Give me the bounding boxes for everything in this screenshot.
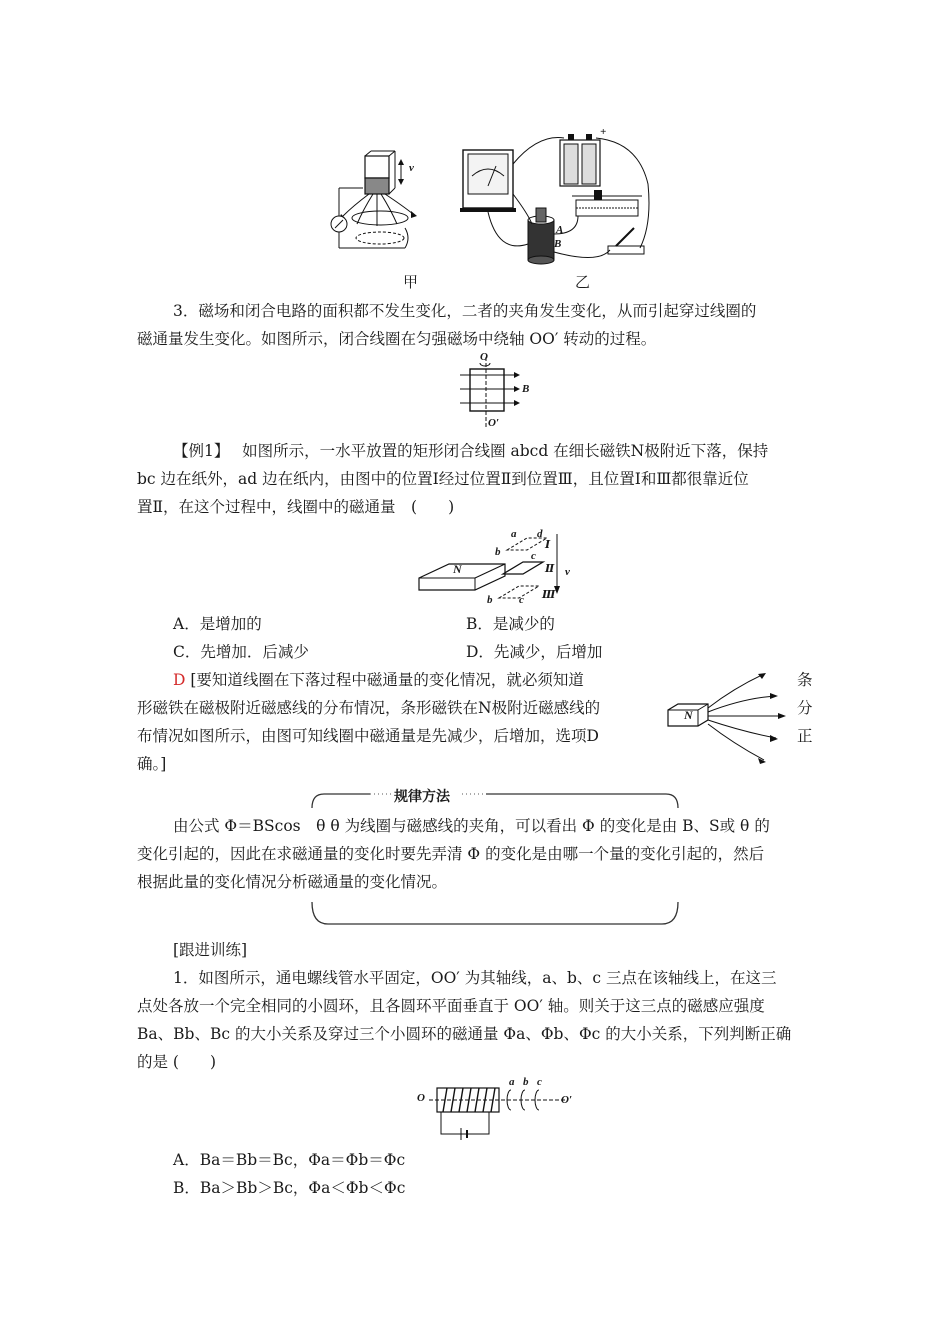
label-v: v: [409, 162, 414, 174]
q1-line4: 的是 ( ): [137, 1053, 217, 1071]
example1-option-C[interactable]: C．先增加．后减少: [173, 643, 309, 661]
label-B-field: B: [522, 383, 530, 395]
explain-end3: 正: [797, 727, 813, 745]
example1-line2: bc 边在纸外，ad 边在纸内，由图中的位置Ⅰ经过位置Ⅱ到位置Ⅲ，且位置Ⅰ和Ⅲ都很靠近位: [137, 470, 749, 488]
method-title: 规律方法: [394, 789, 450, 805]
position-III: Ⅲ: [542, 589, 556, 601]
coil-a-top: a: [511, 528, 517, 540]
q1-line1: 1．如图所示，通电螺线管水平固定，OO′ 为其轴线，a、b、c 三点在该轴线上，在这三: [173, 969, 777, 987]
figure-magnet-coil: [415, 528, 585, 610]
explain-line4: 确。]: [137, 755, 167, 773]
figure-yi: [458, 124, 658, 269]
q1-line3: Ba、Bb、Bc 的大小关系及穿过三个小圆环的磁通量 Φa、Φb、Φc 的大小关系，下列判断正确: [137, 1025, 792, 1043]
coil-d-top: d: [537, 528, 543, 540]
label-A: A: [556, 224, 564, 236]
method-line2: 变化引起的，因此在求磁通量的变化时要先弄清 Φ 的变化是由哪一个量的变化引起的，然后: [137, 845, 765, 863]
method-line3: 根据此量的变化情况分析磁通量的变化情况。: [137, 873, 448, 891]
label-O-prime: O′: [488, 417, 500, 429]
sol-O-label: O: [417, 1092, 425, 1104]
coil-b-bottom: b: [487, 594, 493, 606]
follow-heading: [跟进训练]: [173, 941, 248, 959]
example1-tag: 【例1】: [173, 442, 222, 460]
item3-line1: 3．磁场和闭合电路的面积都不发生变化，二者的夹角发生变化，从而引起穿过线圈的: [173, 302, 757, 320]
coil-c-bottom: c: [519, 594, 524, 606]
magnet-N-label: N: [453, 562, 462, 576]
example1-line1: [173, 441, 768, 461]
position-I: Ⅰ: [545, 539, 551, 551]
explain-line2: 形磁铁在磁极附近磁感线的分布情况，条形磁铁在N极附近磁感线的: [137, 699, 601, 717]
example1-option-A[interactable]: A．是增加的: [173, 615, 262, 633]
q1-option-B[interactable]: B．Ba＞Bb＞Bc，Φa＜Φb＜Φc: [173, 1179, 406, 1197]
figure-solenoid: [415, 1078, 585, 1140]
position-II: Ⅱ: [545, 563, 555, 575]
caption-jia: 甲: [403, 273, 419, 291]
method-line1: 由公式 Φ＝BScos θ θ 为线圈与磁感线的夹角，可以看出 Φ 的变化是由 B、S或 θ 的: [173, 817, 770, 835]
coil-b-top: b: [495, 546, 501, 558]
explain-line3: 布情况如图所示，由图可知线圈中磁通量是先减少，后增加，选项D: [137, 727, 599, 745]
coil-c-top: c: [531, 550, 536, 562]
example1-option-B[interactable]: B．是减少的: [466, 615, 555, 633]
example1-line3: 置Ⅱ，在这个过程中，线圈中的磁通量 ( ): [137, 498, 455, 516]
explain-end2: 分: [797, 699, 813, 717]
sol-a-label: a: [509, 1076, 515, 1088]
figure-jia: [325, 148, 435, 263]
field-N-label: N: [684, 708, 693, 722]
figure-rotating-coil: [456, 353, 546, 433]
sol-c-label: c: [537, 1076, 542, 1088]
label-plus: +: [600, 126, 607, 138]
q1-option-A[interactable]: A．Ba＝Bb＝Bc，Φa＝Φb＝Φc: [173, 1151, 406, 1169]
label-B: B: [554, 238, 562, 250]
sol-O2-label: O′: [561, 1094, 573, 1106]
example1-option-D[interactable]: D．先减少，后增加: [466, 643, 603, 661]
q1-line2: 点处各放一个完全相同的小圆环，且各圆环平面垂直于 OO′ 轴。则关于这三点的磁感应强度: [137, 997, 765, 1015]
explain-end1: 条: [797, 671, 813, 689]
item3-line2: 磁通量发生变化。如图所示，闭合线圈在匀强磁场中绕轴 OO′ 转动的过程。: [137, 330, 657, 348]
answer-letter: D: [173, 671, 186, 689]
example1-text1: 如图所示，一水平放置的矩形闭合线圈 abcd 在细长磁铁N极附近下落，保持: [242, 442, 769, 460]
figure-field-lines: [664, 668, 794, 768]
caption-yi: 乙: [575, 273, 591, 291]
sol-b-label: b: [523, 1076, 529, 1088]
label-v-fall: v: [565, 566, 570, 578]
label-O: O: [480, 351, 488, 363]
explain-text1: [要知道线圈在下落过程中磁通量的变化情况，就必须知道: [190, 671, 584, 689]
explain-line1: [173, 670, 584, 690]
